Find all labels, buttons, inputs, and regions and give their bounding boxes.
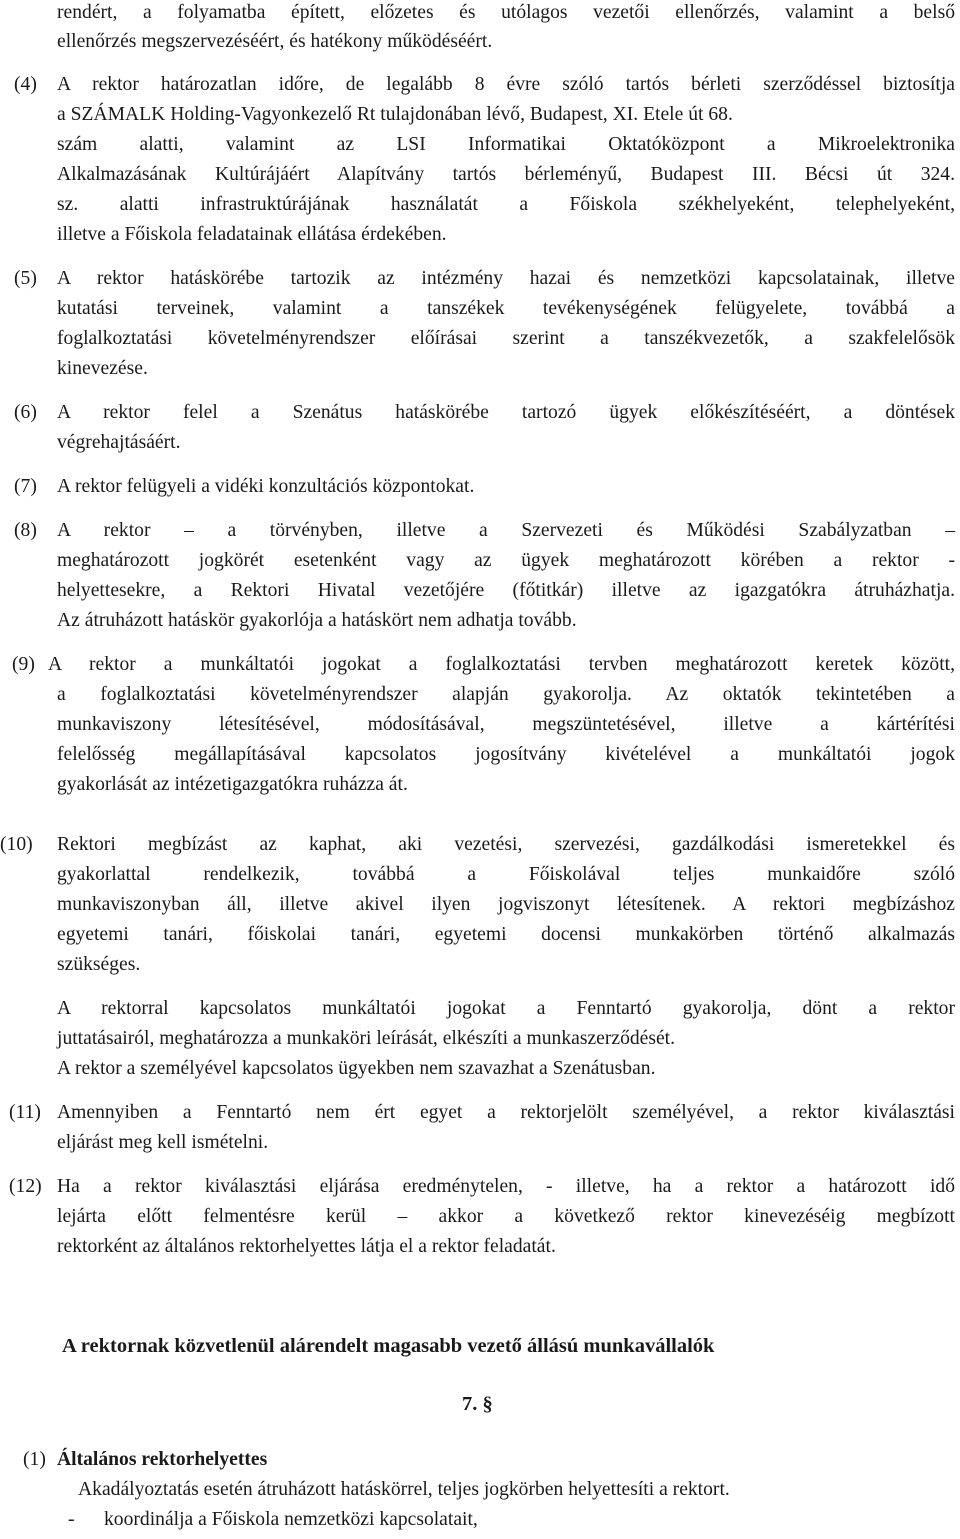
text-line: foglalkoztatási követelményrendszer előírásai szerint a tanszékvezetők, a szakfelelősök — [57, 328, 955, 349]
paragraph-number: (9) — [12, 654, 35, 675]
text-line: A rektor – a törvényben, illetve a Szervezeti és Működési Szabályzatban – — [57, 520, 955, 541]
paragraph-number: (7) — [14, 476, 37, 497]
text-line: gyakorlattal rendelkezik, továbbá a Főiskolával teljes munkaidőre szóló — [57, 864, 955, 885]
text-line: eljárást meg kell ismételni. — [57, 1132, 269, 1153]
text-line: A rektor a munkáltatói jogokat a foglalkoztatási tervben meghatározott keretek között, — [48, 654, 955, 675]
paragraph-number: (8) — [14, 520, 37, 541]
bullet-marker: - — [68, 1509, 75, 1530]
paragraph-number: (4) — [14, 74, 37, 95]
text-line: gyakorlását az intézetigazgatókra ruházza át. — [57, 774, 408, 795]
text-line: felelősség megállapításával kapcsolatos jogosítvány kivételével a munkáltatói jogok — [57, 744, 955, 765]
text-line: lejárta előtt felmentésre kerül – akkor a következő rektor kinevezéséig megbízott — [57, 1206, 955, 1227]
text-line: végrehajtásáért. — [57, 432, 181, 453]
text-line: A rektor a személyével kapcsolatos ügyekben nem szavazhat a Szenátusban. — [57, 1058, 656, 1079]
text-line: ellenőrzés megszervezéséért, és hatékony működéséért. — [57, 31, 493, 52]
subsection-title: Általános rektorhelyettes — [57, 1449, 268, 1470]
text-line: Alkalmazásának Kultúrájáért Alapítvány tartós bérleményű, Budapest III. Bécsi út 324. — [57, 164, 955, 185]
text-line: A rektor felel a Szenátus hatáskörébe tartozó ügyek előkészítéséért, a döntések — [57, 402, 955, 423]
text-line: kutatási terveinek, valamint a tanszékek tevékenységének felügyelete, továbbá a — [57, 298, 955, 319]
text-line: juttatásairól, meghatározza a munkaköri leírását, elkészíti a munkaszerződését. — [57, 1028, 676, 1049]
text-line: a foglalkoztatási követelményrendszer alapján gyakorolja. Az oktatók tekintetében a — [57, 684, 955, 705]
text-line: Az átruházott hatáskör gyakorlója a hatáskört nem adhatja tovább. — [57, 610, 577, 631]
text-line: egyetemi tanári, főiskolai tanári, egyetemi docensi munkakörben történő alkalmazás — [57, 924, 955, 945]
text-line: kinevezése. — [57, 358, 148, 379]
text-line: A rektor hatáskörébe tartozik az intézmény hazai és nemzetközi kapcsolatainak, illetve — [57, 268, 955, 289]
text-line: szükséges. — [57, 954, 141, 975]
paragraph-number: (1) — [23, 1449, 46, 1470]
paragraph-number: (10) — [0, 834, 33, 855]
text-line: meghatározott jogkörét esetenként vagy az ügyek meghatározott körében a rektor - — [57, 550, 955, 571]
text-line: Akadályoztatás esetén átruházott hatáskörrel, teljes jogkörben helyettesíti a rektort. — [78, 1479, 730, 1500]
paragraph-number: (5) — [14, 268, 37, 289]
text-line: rendért, a folyamatba épített, előzetes és utólagos vezetői ellenőrzés, valamint a belső — [57, 2, 955, 23]
paragraph-number: (11) — [9, 1102, 41, 1123]
text-line: sz. alatti infrastruktúrájának használatát a Főiskola székhelyeként, telephelyeként, — [57, 194, 955, 215]
paragraph-number: (12) — [9, 1176, 42, 1197]
section-heading: A rektornak közvetlenül alárendelt magasabb vezető állású munkavállalók — [62, 1335, 715, 1357]
text-line: A rektor felügyeli a vidéki konzultációs központokat. — [57, 476, 475, 497]
text-line: rektorként az általános rektorhelyettes látja el a rektor feladatát. — [57, 1236, 556, 1257]
text-line: Amennyiben a Fenntartó nem ért egyet a rektorjelölt személyével, a rektor kiválasztási — [57, 1102, 955, 1123]
text-line: munkaviszonyban áll, illetve akivel ilyen jogviszonyt létesítenek. A rektori megbízáshoz — [57, 894, 955, 915]
text-line: koordinálja a Főiskola nemzetközi kapcsolatait, — [104, 1509, 478, 1530]
section-number: 7. § — [462, 1393, 493, 1415]
text-line: szám alatti, valamint az LSI Informatikai Oktatóközpont a Mikroelektronika — [57, 134, 955, 155]
text-line: Ha a rektor kiválasztási eljárása eredménytelen, - illetve, ha a rektor a határozott idő — [57, 1176, 955, 1197]
paragraph-number: (6) — [14, 402, 37, 423]
text-line: A rektorral kapcsolatos munkáltatói jogokat a Fenntartó gyakorolja, dönt a rektor — [57, 998, 955, 1019]
text-line: Rektori megbízást az kaphat, aki vezetési, szervezési, gazdálkodási ismeretekkel és — [57, 834, 955, 855]
text-line: a SZÁMALK Holding-Vagyonkezelő Rt tulajdonában lévő, Budapest, XI. Etele út 68. — [57, 104, 733, 125]
text-line: munkaviszony létesítésével, módosításával, megszüntetésével, illetve a kártérítési — [57, 714, 955, 735]
text-line: helyettesekre, a Rektori Hivatal vezetőjére (főtitkár) illetve az igazgatókra átruházhatja. — [57, 580, 955, 601]
text-line: illetve a Főiskola feladatainak ellátása érdekében. — [57, 224, 447, 245]
text-line: A rektor határozatlan időre, de legalább 8 évre szóló tartós bérleti szerződéssel biztosítja — [57, 74, 955, 95]
